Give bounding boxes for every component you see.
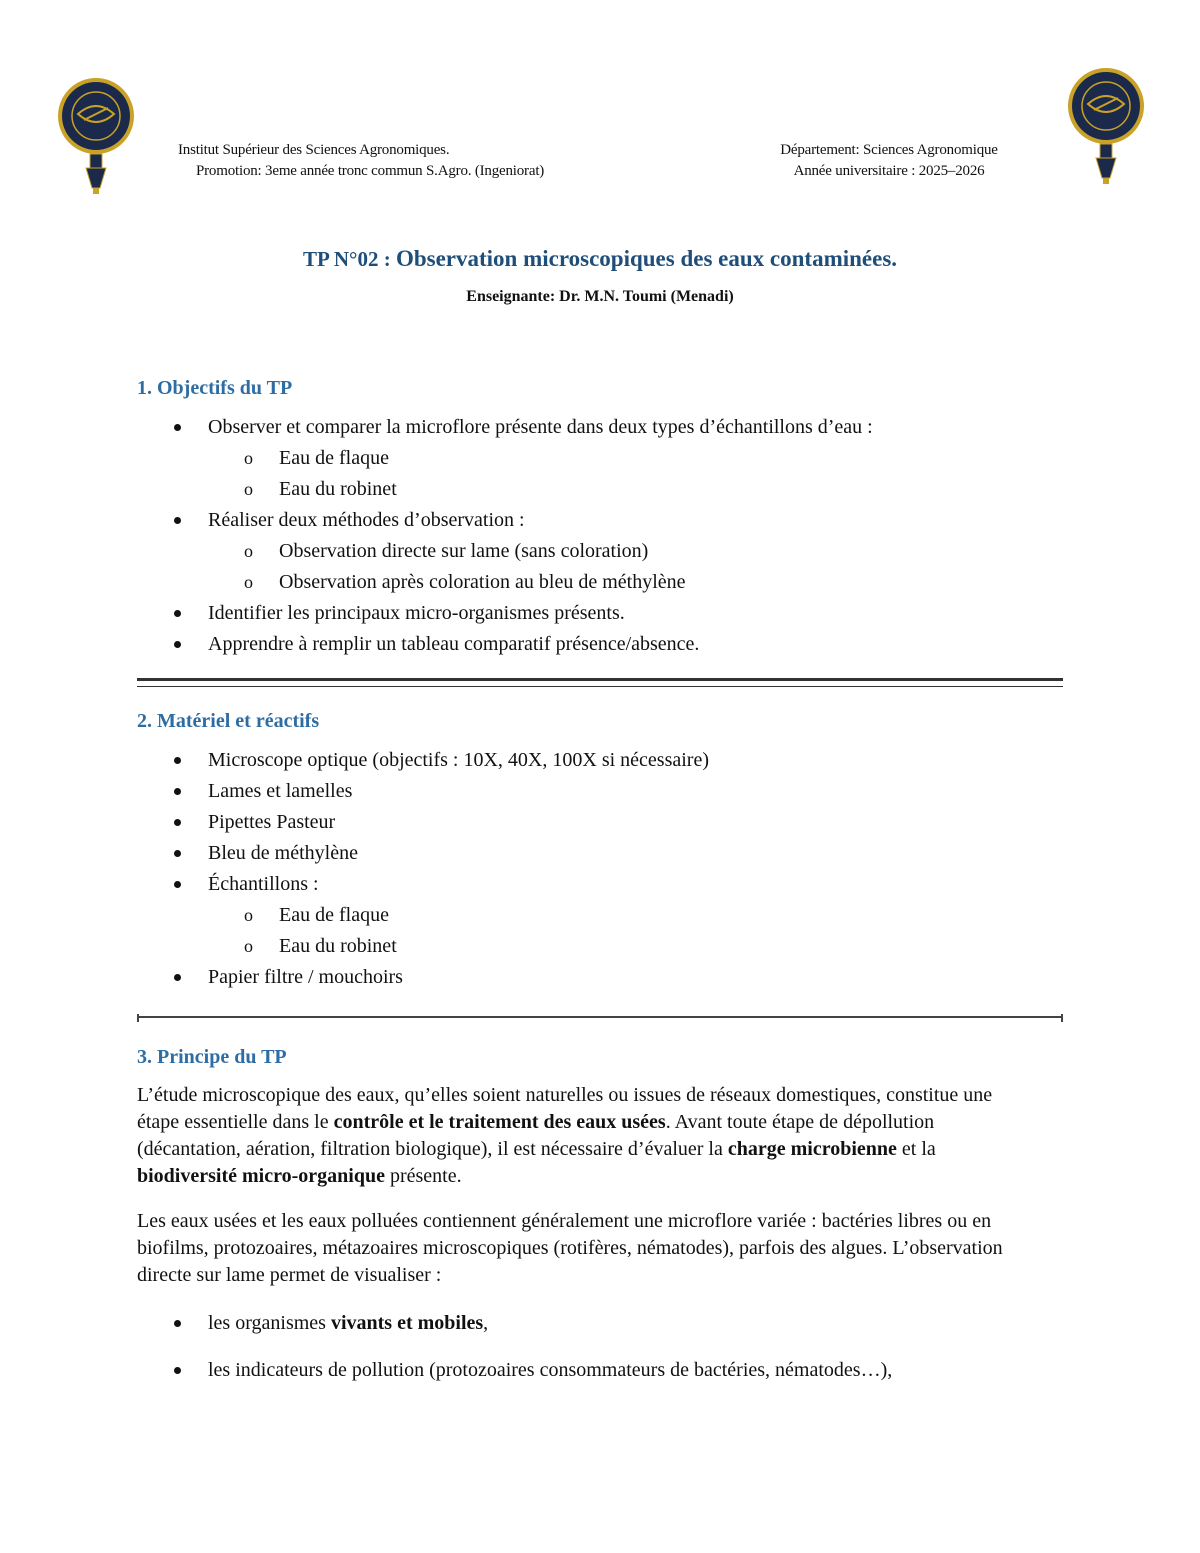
materials-list xyxy=(170,745,709,993)
list-item: Microscope optique (objectifs : 10X, 40X, 100X si nécessaire) xyxy=(170,745,709,776)
principle-paragraph-1: L’étude microscopique des eaux, qu’elles soient naturelles ou issues de réseaux domestiques, constitue une étape essentielle dans le contrôle et le traitement des eaux usées. Avant toute étape de dépollution (décantation, aération, filtration biologique), il est nécessaire d’évaluer la charge microbienne et la biodiversité micro-organique présente. xyxy=(137,1084,993,1187)
list-item: Lames et lamelles xyxy=(170,776,709,807)
list-item: Bleu de méthylène xyxy=(170,838,709,869)
list-item: les indicateurs de pollution (protozoaires consommateurs de bactéries, nématodes…), xyxy=(170,1357,892,1384)
header-department-name: Département: Sciences Agronomique xyxy=(780,142,998,158)
page-title xyxy=(0,246,1200,272)
principle-list xyxy=(170,1310,892,1384)
list-item: Réaliser deux méthodes d’observation : xyxy=(170,505,873,536)
list-subitem: o Eau du robinet xyxy=(170,931,709,962)
bullet-icon xyxy=(174,1320,181,1327)
institution-seal-right xyxy=(1064,66,1148,196)
header-institute-name: Institut Supérieur des Sciences Agronomiques. xyxy=(178,142,450,158)
bullet-icon xyxy=(174,819,181,826)
bullet-icon xyxy=(174,1367,181,1374)
list-subitem: o Eau de flaque xyxy=(170,443,873,474)
divider-single xyxy=(137,1016,1063,1018)
header-academic-year: Année universitaire : 2025–2026 xyxy=(793,163,985,179)
institution-seal-left xyxy=(54,76,138,206)
teacher-name: Enseignante: Dr. M.N. Toumi (Menadi) xyxy=(466,288,734,305)
list-item: Observer et comparer la microflore présente dans deux types d’échantillons d’eau : xyxy=(170,412,873,443)
circle-bullet-icon: o xyxy=(244,572,253,592)
bullet-icon xyxy=(174,517,181,524)
bullet-icon xyxy=(174,757,181,764)
bullet-icon xyxy=(174,974,181,981)
list-item: Échantillons : xyxy=(170,869,709,900)
bullet-icon xyxy=(174,850,181,857)
objectives-list xyxy=(170,412,873,660)
circle-bullet-icon: o xyxy=(244,541,253,561)
title-main: Observation microscopiques des eaux contaminées. xyxy=(395,246,898,271)
list-subitem: o Eau du robinet xyxy=(170,474,873,505)
circle-bullet-icon: o xyxy=(244,448,253,468)
list-subitem: o Observation directe sur lame (sans coloration) xyxy=(170,536,873,567)
section-heading-objectives: 1. Objectifs du TP xyxy=(137,377,293,399)
circle-bullet-icon: o xyxy=(244,479,253,499)
bullet-icon xyxy=(174,424,181,431)
principle-paragraph-2: Les eaux usées et les eaux polluées contiennent généralement une microflore variée : bactéries libres ou en biofilms, protozoaires, métazoaires microscopiques (rotifères, nématodes), parfois des algues. L’observation directe sur lame permet de visualiser : xyxy=(137,1210,1003,1286)
header-institute xyxy=(178,140,544,182)
list-subitem: o Eau de flaque xyxy=(170,900,709,931)
bullet-icon xyxy=(174,881,181,888)
header-department xyxy=(755,140,1023,182)
circle-bullet-icon: o xyxy=(244,936,253,956)
section-heading-principle: 3. Principe du TP xyxy=(137,1046,287,1068)
list-item: Apprendre à remplir un tableau comparatif présence/absence. xyxy=(170,629,873,660)
bullet-icon xyxy=(174,788,181,795)
bullet-icon xyxy=(174,641,181,648)
section-heading-materials: 2. Matériel et réactifs xyxy=(137,710,320,732)
circle-bullet-icon: o xyxy=(244,905,253,925)
list-item: les organismes vivants et mobiles, xyxy=(170,1310,892,1337)
list-item: Identifier les principaux micro-organismes présents. xyxy=(170,598,873,629)
bullet-icon xyxy=(174,610,181,617)
list-subitem: o Observation après coloration au bleu de méthylène xyxy=(170,567,873,598)
list-item: Papier filtre / mouchoirs xyxy=(170,962,709,993)
list-item: Pipettes Pasteur xyxy=(170,807,709,838)
header-promotion: Promotion: 3eme année tronc commun S.Agro. (Ingeniorat) xyxy=(196,163,545,179)
title-prefix: TP N°02 : xyxy=(302,247,396,271)
divider-double xyxy=(137,678,1063,687)
